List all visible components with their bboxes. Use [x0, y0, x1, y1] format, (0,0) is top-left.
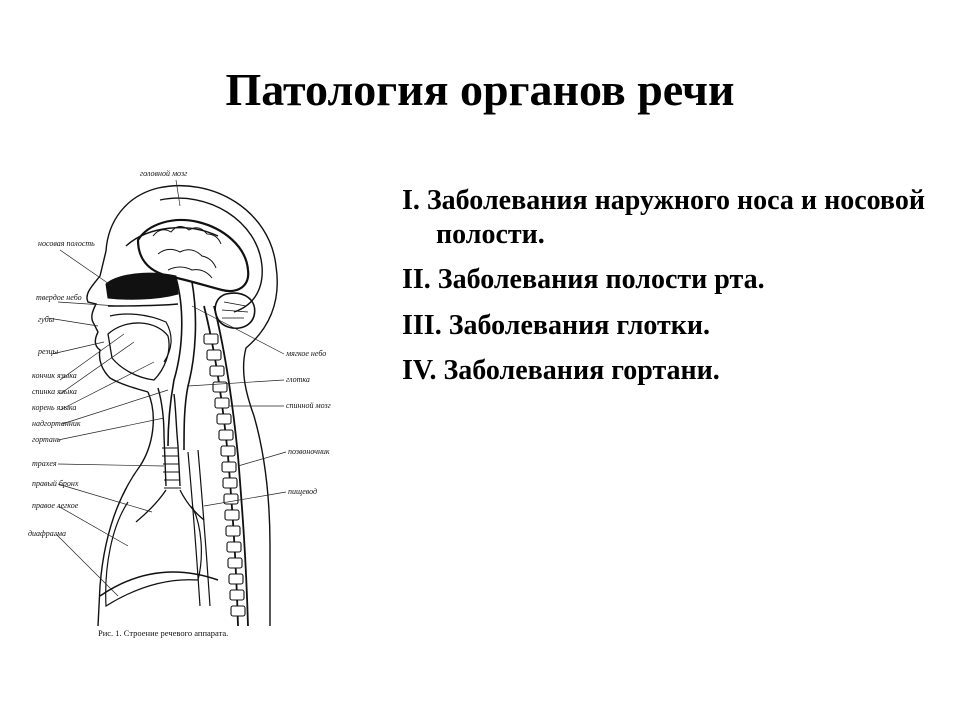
slide-title: Патология органов речи — [225, 64, 735, 115]
label-larynx: гортань — [32, 435, 61, 444]
label-soft-palate: мягкое небо — [286, 349, 327, 358]
tongue-shape — [108, 323, 169, 380]
lung-shape — [106, 502, 202, 606]
label-nasal-cavity: носовая полость — [38, 239, 95, 248]
list-item: I. Заболевания наружного носа и носовой полости. — [402, 185, 925, 250]
label-tongue-back: спинка языка — [32, 387, 77, 396]
label-teeth: резцы — [38, 347, 58, 356]
label-spinal-cord: спинной мозг — [286, 401, 331, 410]
label-brain: головной мозг — [140, 169, 188, 178]
label-spine: позвоночник — [288, 447, 330, 456]
label-trachea: трахея — [32, 459, 57, 468]
list-item: II. Заболевания полости рта. — [402, 264, 765, 296]
label-epiglottis: надгортанник — [32, 419, 81, 428]
label-tongue-tip: кончик языка — [32, 371, 77, 380]
label-pharynx: глотка — [286, 375, 310, 384]
label-bronchus: правый бронх — [32, 479, 79, 488]
label-tongue-root: корень языка — [32, 403, 77, 412]
list-item: III. Заболевания глотки. — [402, 309, 711, 341]
label-esophagus: пищевод — [288, 487, 318, 496]
figure-caption: Рис. 1. Строение речевого аппарата. — [98, 628, 229, 638]
nasal-cavity-shape — [106, 273, 178, 299]
label-lips: губы — [38, 315, 55, 324]
label-lungs: правое легкое — [32, 501, 79, 510]
speech-apparatus-figure — [8, 166, 340, 644]
label-hard-palate: твердое небо — [36, 293, 82, 302]
list-item: IV. Заболевания гортани. — [402, 355, 720, 387]
label-diaphragm: диафрагма — [28, 529, 66, 538]
disease-list — [402, 184, 942, 400]
